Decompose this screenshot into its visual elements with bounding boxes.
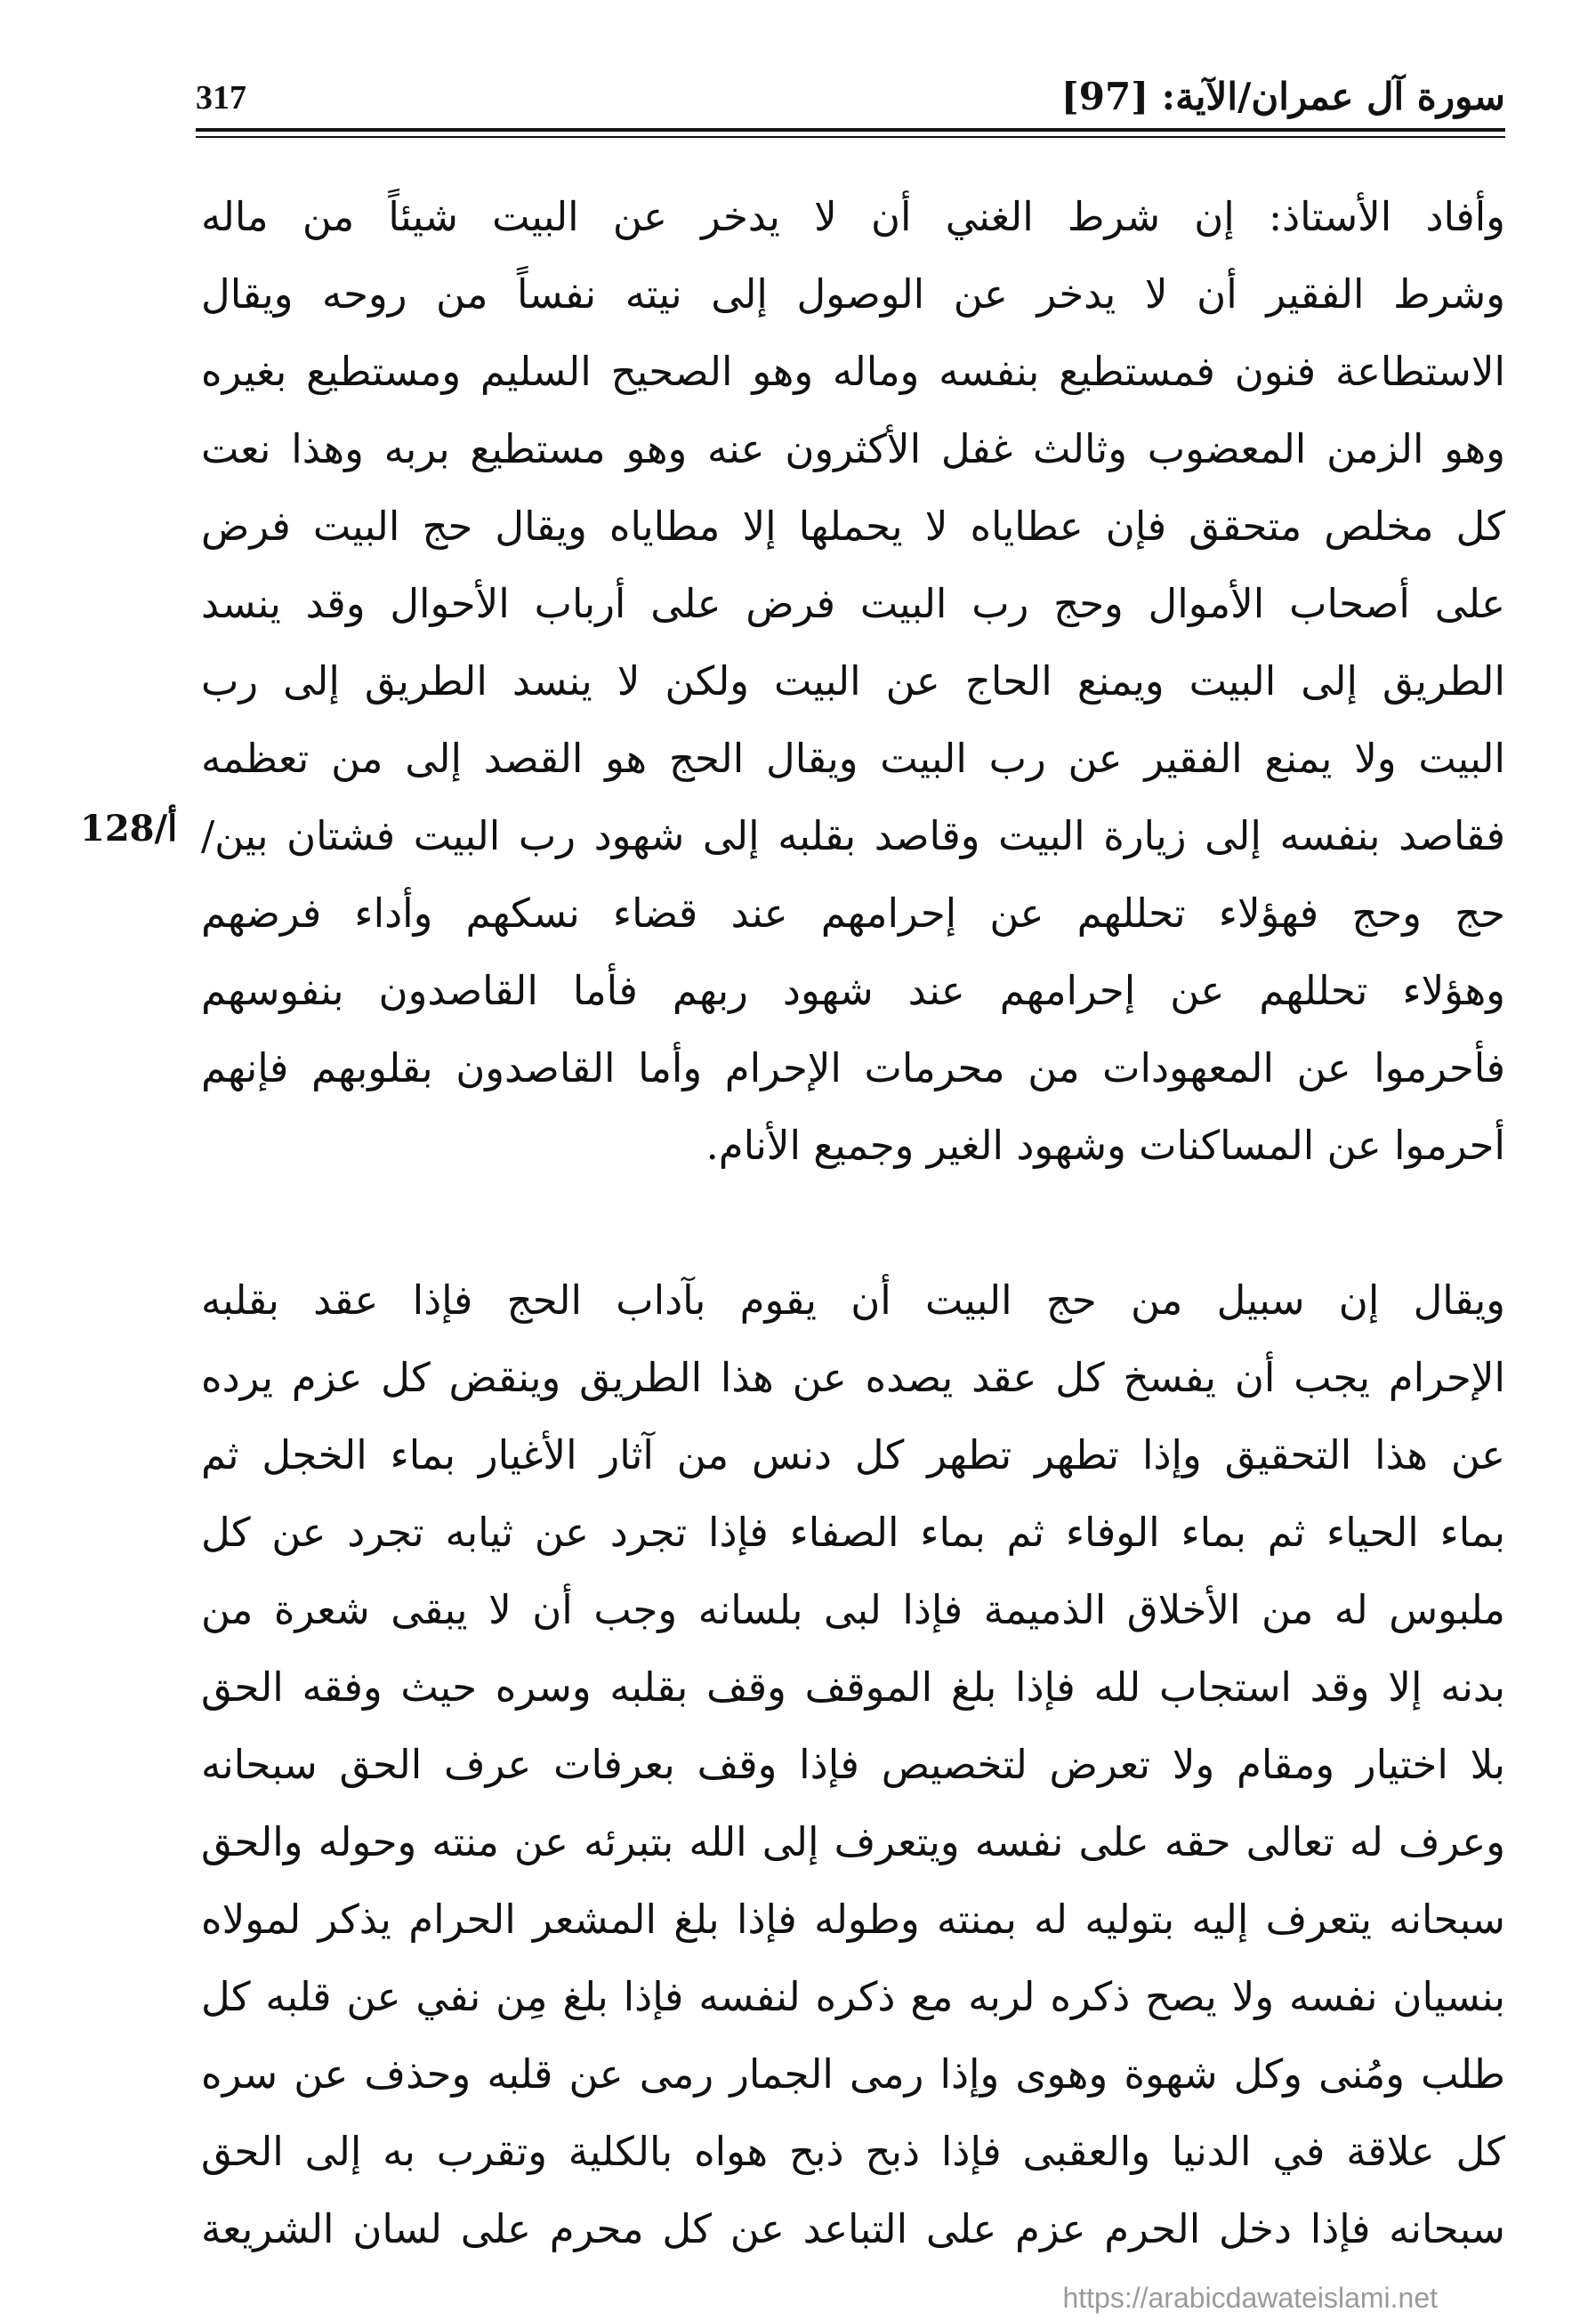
text-line: أحرموا عن المساكنات وشهود الغير وجميع الأنام. bbox=[705, 1122, 1505, 1169]
page-header bbox=[196, 69, 1505, 123]
text-line: كل علاقة في الدنيا والعقبى فإذا ذبح ذبح هواه بالكلية وتقرب به إلى الحق bbox=[201, 2128, 1505, 2175]
text-line: ويقال إن سبيل من حج البيت أن يقوم بآداب الحج فإذا عقد بقلبه bbox=[201, 1277, 1505, 1324]
text-line: طلب ومُنى وكل شهوة وهوى وإذا رمى الجمار رمى عن قلبه وحذف عن سره bbox=[201, 2050, 1505, 2098]
text-line: على أصحاب الأموال وحج رب البيت فرض على أرباب الأحوال وقد ينسد bbox=[201, 580, 1505, 627]
text-line: حج وحج فهؤلاء تحللهم عن إحرامهم عند قضاء نسكهم وأداء فرضهم bbox=[201, 890, 1505, 937]
header-rule-thick bbox=[196, 128, 1505, 132]
header-rule-thin bbox=[196, 136, 1505, 138]
paragraph-2 bbox=[201, 1261, 1505, 2268]
text-line: بنسيان نفسه ولا يصح ذكره لربه مع ذكره لنفسه فإذا بلغ مِن نفي عن قلبه كل bbox=[201, 1973, 1505, 2020]
text-line: وهو الزمن المعضوب وثالث غفل الأكثرون عنه وهو مستطيع بربه وهذا نعت bbox=[201, 425, 1505, 472]
text-line: البيت ولا يمنع الفقير عن رب البيت ويقال الحج هو القصد إلى من تعظمه bbox=[201, 735, 1505, 782]
text-line: فأحرموا عن المعهودات من محرمات الإحرام وأما القاصدون بقلوبهم فإنهم bbox=[201, 1044, 1505, 1092]
text-line: بماء الحياء ثم بماء الوفاء ثم بماء الصفاء فإذا تجرد عن ثيابه تجرد عن كل bbox=[201, 1509, 1505, 1556]
paragraph-1 bbox=[201, 178, 1505, 1184]
text-line: وهؤلاء تحللهم عن إحرامهم عند شهود ربهم فأما القاصدون بنفوسهم bbox=[201, 967, 1505, 1014]
text-line: كل مخلص متحقق فإن عطاياه لا يحملها إلا مطاياه ويقال حج البيت فرض bbox=[201, 503, 1505, 550]
text-line: سبحانه يتعرف إليه بتوليه له بمنته وطوله فإذا بلغ المشعر الحرام يذكر لمولاه bbox=[201, 1896, 1505, 1943]
watermark-url: https://arabicdawateislami.net bbox=[1062, 2282, 1438, 2314]
text-line: وأفاد الأستاذ: إن شرط الغني أن لا يدخر عن البيت شيئاً من ماله bbox=[201, 193, 1505, 240]
text-line: سبحانه فإذا دخل الحرم عزم على التباعد عن كل محرم على لسان الشريعة bbox=[201, 2205, 1505, 2252]
page-number: 317 bbox=[196, 79, 246, 117]
text-line: ملبوس له من الأخلاق الذميمة فإذا لبى بلسانه وجب أن لا يبقى شعرة من bbox=[201, 1586, 1505, 1633]
text-line: بدنه إلا وقد استجاب لله فإذا بلغ الموقف وقف بقلبه وسره حيث وفقه الحق bbox=[201, 1663, 1505, 1711]
manuscript-folio-note: 128/أ bbox=[80, 808, 178, 850]
running-title: سورة آل عمران/الآية: [97] bbox=[1060, 75, 1505, 118]
text-line: الاستطاعة فنون فمستطيع بنفسه وماله وهو الصحيح السليم ومستطيع بغيره bbox=[201, 348, 1505, 395]
text-line: فقاصد بنفسه إلى زيارة البيت وقاصد بقلبه إلى شهود رب البيت فشتان بين/ bbox=[201, 812, 1505, 859]
text-line: وشرط الفقير أن لا يدخر عن الوصول إلى نيته نفساً من روحه ويقال bbox=[201, 270, 1505, 318]
text-line: الطريق إلى البيت ويمنع الحاج عن البيت ولكن لا ينسد الطريق إلى رب bbox=[201, 657, 1505, 705]
text-line: الإحرام يجب أن يفسخ كل عقد يصده عن هذا الطريق وينقض كل عزم يرده bbox=[201, 1354, 1505, 1401]
text-line: وعرف له تعالى حقه على نفسه ويتعرف إلى الله بتبرئه عن منته وحوله والحق bbox=[201, 1818, 1505, 1865]
text-line: بلا اختيار ومقام ولا تعرض لتخصيص فإذا وقف بعرفات عرف الحق سبحانه bbox=[201, 1741, 1505, 1788]
text-line: عن هذا التحقيق وإذا تطهر تطهر كل دنس من آثار الأغيار بماء الخجل ثم bbox=[201, 1431, 1505, 1478]
